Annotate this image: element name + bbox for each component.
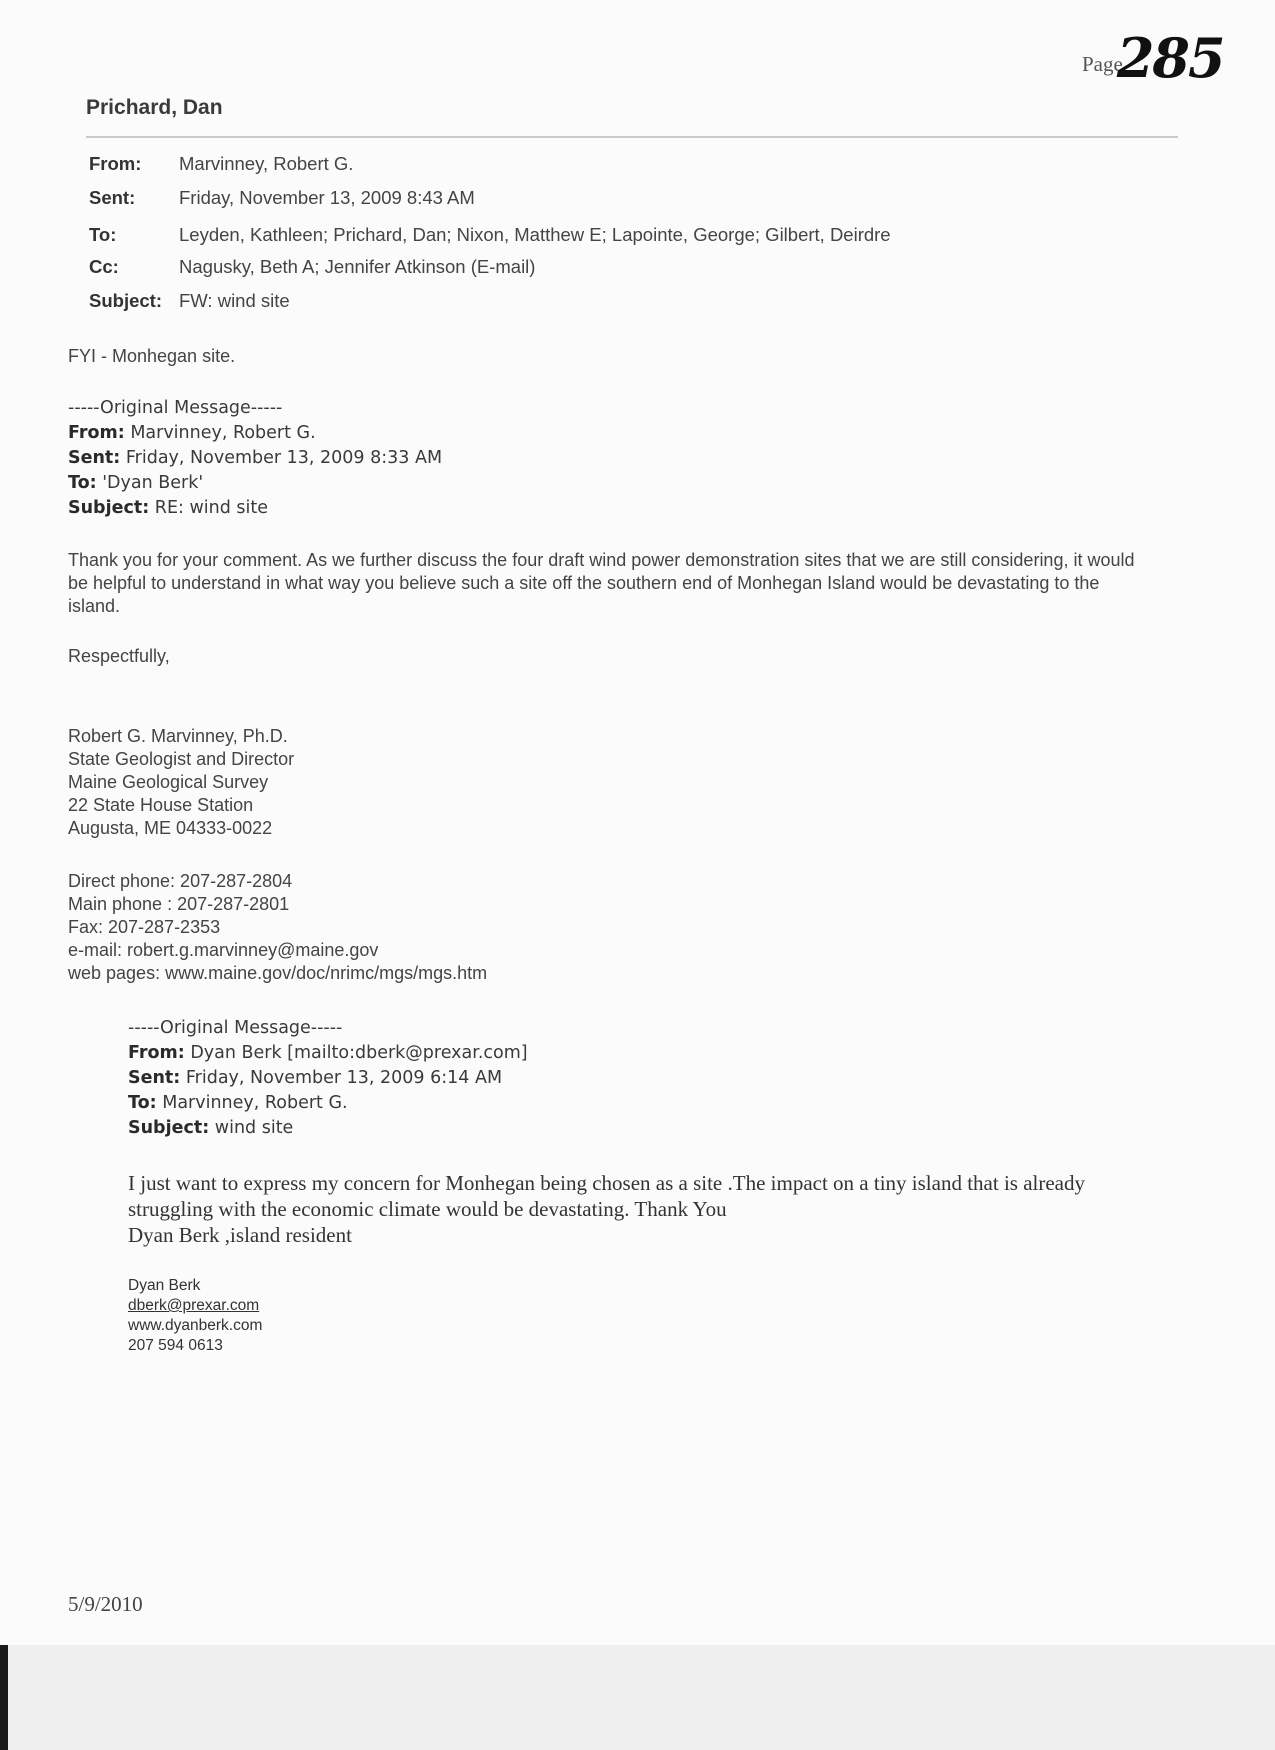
original-message-1 (68, 396, 442, 521)
original-message-2-heading: -----Original Message----- (128, 1018, 343, 1038)
header-sent-value: Friday, November 13, 2009 8:43 AM (179, 187, 475, 208)
header-cc-value: Nagusky, Beth A; Jennifer Atkinson (E-mail) (179, 256, 536, 277)
handwritten-page-number: 285 (1116, 26, 1224, 90)
citizen-message-signoff: Dyan Berk ,island resident (128, 1223, 352, 1247)
original-message-2-subject: Subject: wind site (128, 1118, 294, 1138)
citizen-phone: 207 594 0613 (128, 1337, 223, 1354)
closing: Respectfully, (68, 646, 170, 666)
original-message-2-from: From: Dyan Berk [mailto:dberk@prexar.com] (128, 1043, 528, 1063)
signature-block (68, 725, 294, 840)
header-to-label: To: (89, 224, 117, 245)
signature-title: State Geologist and Director (68, 749, 295, 769)
citizen-name: Dyan Berk (128, 1277, 201, 1294)
direct-phone: Direct phone: 207-287-2804 (68, 871, 293, 891)
signature-org: Maine Geological Survey (68, 772, 269, 792)
recipient-name: Prichard, Dan (86, 96, 223, 119)
original-message-1-from: From: Marvinney, Robert G. (68, 423, 316, 443)
citizen-message (128, 1170, 1168, 1248)
original-message-2 (128, 1016, 528, 1141)
original-message-1-subject: Subject: RE: wind site (68, 498, 269, 518)
fyi-note: FYI - Monhegan site. (68, 346, 236, 366)
page-number (1082, 26, 1224, 90)
original-message-1-sent: Sent: Friday, November 13, 2009 8:33 AM (68, 448, 443, 468)
signature-address2: Augusta, ME 04333-0022 (68, 818, 273, 838)
signature-address1: 22 State House Station (68, 795, 254, 815)
original-message-1-to: To: 'Dyan Berk' (68, 473, 204, 493)
scan-bottom-margin (0, 1645, 1275, 1750)
header-subject-value: FW: wind site (179, 290, 290, 311)
citizen-message-text: I just want to express my concern for Monhegan being chosen as a site .The impact on a tiny island that is already struggling with the economic climate would be devastating. Thank You (128, 1171, 1085, 1221)
citizen-email-link[interactable]: dberk@prexar.com (128, 1297, 260, 1314)
header-subject-label: Subject: (89, 290, 162, 311)
header-from-value: Marvinney, Robert G. (179, 153, 354, 174)
print-date: 5/9/2010 (68, 1592, 143, 1616)
signature-name: Robert G. Marvinney, Ph.D. (68, 726, 288, 746)
header-to-value: Leyden, Kathleen; Prichard, Dan; Nixon, Matthew E; Lapointe, George; Gilbert, Deirdre (179, 224, 891, 245)
citizen-website: www.dyanberk.com (128, 1317, 263, 1334)
fax: Fax: 207-287-2353 (68, 917, 221, 937)
original-message-2-to: To: Marvinney, Robert G. (128, 1093, 348, 1113)
web-line: web pages: www.maine.gov/doc/nrimc/mgs/mgs.htm (68, 963, 488, 983)
header-sent-label: Sent: (89, 187, 136, 208)
main-phone: Main phone : 207-287-2801 (68, 894, 290, 914)
email-line: e-mail: robert.g.marvinney@maine.gov (68, 940, 379, 960)
page-label: Page (1082, 52, 1123, 76)
original-message-2-sent: Sent: Friday, November 13, 2009 6:14 AM (128, 1068, 503, 1088)
header-cc-label: Cc: (89, 256, 119, 277)
header-divider (86, 136, 1178, 138)
original-message-1-heading: -----Original Message----- (68, 398, 283, 418)
contact-block (68, 870, 487, 985)
citizen-signature (128, 1276, 262, 1356)
reply-body: Thank you for your comment. As we further discuss the four draft wind power demonstration sites that we are still considering, it would be helpful to understand in what way you believe such a site off the southern end of Monhegan Island would be devastating to the island. (68, 550, 1135, 616)
header-from-label: From: (89, 153, 142, 174)
scan-edge-bar (0, 1645, 8, 1750)
